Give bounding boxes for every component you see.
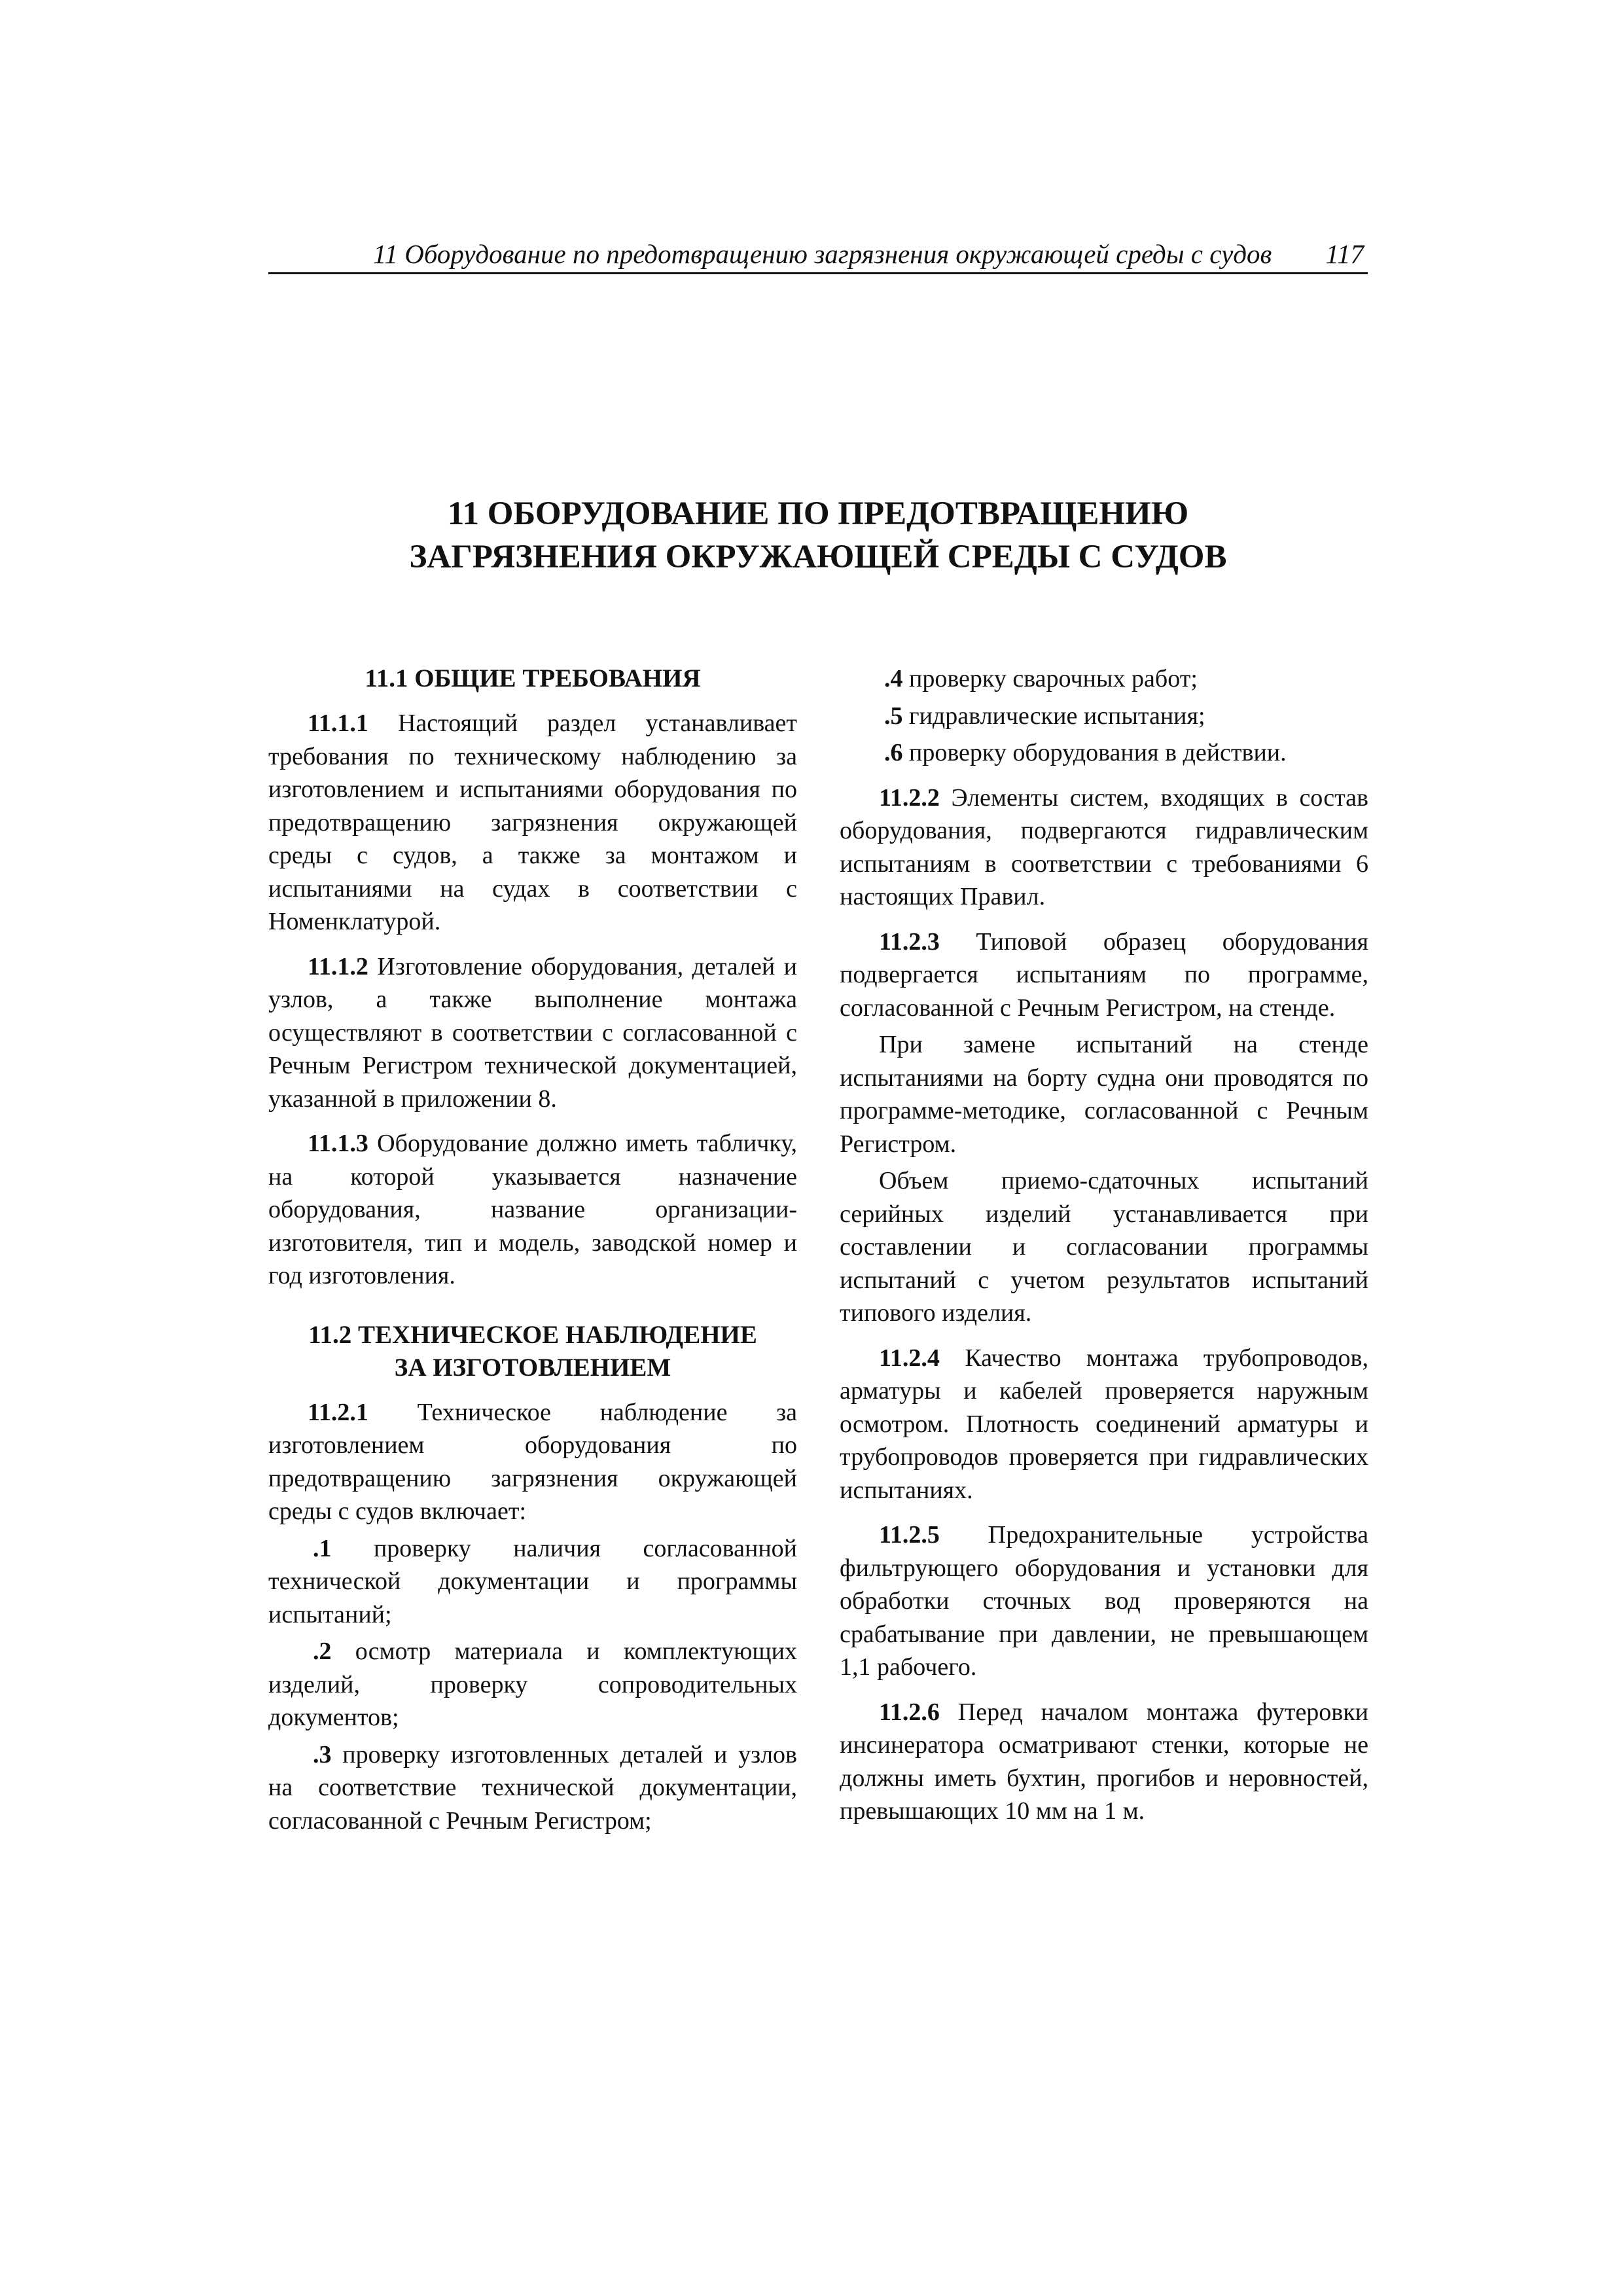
section-heading-line-2: ЗА ИЗГОТОВЛЕНИЕМ	[394, 1353, 671, 1382]
paragraph-11-2-3-continuation-2: Объем приемо-сдаточных испытаний серийных изделий устанавливается при составлении и согласовании программы испытаний с учетом результатов испытаний типового изделия.	[840, 1167, 1368, 1327]
paragraph-11-2-4	[840, 1342, 1368, 1507]
left-column	[268, 662, 797, 1841]
chapter-title-line-1: 11 ОБОРУДОВАНИЕ ПО ПРЕДОТВРАЩЕНИЮ	[447, 495, 1189, 532]
list-item-6	[840, 736, 1368, 770]
clause-text: Изготовление оборудования, деталей и узлов, а также выполнение монтажа осуществляют в соответствии с согласованной с Речным Регистром технической документацией, указанной в приложении 8.	[268, 952, 797, 1113]
paragraph-11-2-5	[840, 1518, 1368, 1684]
item-number: .6	[884, 739, 903, 766]
chapter-title-line-2: ЗАГРЯЗНЕНИЯ ОКРУЖАЮЩЕЙ СРЕДЫ С СУДОВ	[409, 539, 1227, 575]
clause-number: 11.2.4	[879, 1344, 940, 1372]
item-number: .5	[884, 702, 903, 730]
list-item-1	[268, 1532, 797, 1632]
paragraph-11-1-2	[268, 950, 797, 1116]
clause-text: Предохранительные устройства фильтрующего оборудования и установки для обработки сточных вод проверяются на срабатывание при давлении, не превышающем 1,1 рабочего.	[840, 1521, 1368, 1681]
list-item-5	[840, 700, 1368, 733]
clause-number: 11.2.1	[308, 1398, 368, 1426]
running-header	[268, 236, 1368, 274]
right-column	[840, 662, 1368, 1840]
paragraph-11-2-3-continuation-1: При замене испытаний на стенде испытаниями на борту судна они проводятся по программе-методике, согласованной с Речным Регистром.	[840, 1031, 1368, 1158]
paragraph-11-1-3	[268, 1127, 797, 1293]
paragraph-11-2-1	[268, 1396, 797, 1528]
paragraph-11-2-2	[840, 781, 1368, 914]
running-header-title: 11 Оборудование по предотвращению загрязнения окружающей среды с судов	[373, 239, 1272, 269]
clause-number: 11.2.6	[879, 1698, 940, 1726]
clause-text: Качество монтажа трубопроводов, арматуры и кабелей проверяется наружным осмотром. Плотность соединений арматуры и трубопроводов проверяется при гидравлических испытаниях.	[840, 1344, 1368, 1504]
clause-number: 11.1.1	[308, 709, 368, 737]
chapter-title	[268, 492, 1368, 579]
clause-text: Настоящий раздел устанавливает требования по техническому наблюдению за изготовлением и испытаниями оборудования по предотвращению загрязнения окружающей среды с судов, а также за монтажом и испытаниями на судах в соответствии с Номенклатурой.	[268, 709, 797, 935]
section-heading-11-2	[268, 1319, 797, 1384]
item-number: .3	[313, 1740, 332, 1768]
clause-number: 11.1.2	[308, 952, 368, 980]
section-heading-11-1	[268, 662, 797, 695]
paragraph-11-2-6	[840, 1696, 1368, 1828]
clause-number: 11.2.3	[879, 927, 940, 956]
clause-text: Оборудование должно иметь табличку, на которой указывается назначение оборудования, название организации-изготовителя, тип и модель, заводской номер и год изготовления.	[268, 1130, 797, 1289]
item-text: осмотр материала и комплектующих изделий, проверку сопроводительных документов;	[268, 1638, 797, 1731]
section-heading-line-1: 11.2 ТЕХНИЧЕСКОЕ НАБЛЮДЕНИЕ	[308, 1320, 757, 1349]
list-item-3	[268, 1738, 797, 1838]
clause-number: 11.2.2	[879, 783, 940, 812]
page-number: 117	[1325, 239, 1364, 269]
list-item-4	[840, 662, 1368, 696]
item-text: проверку изготовленных деталей и узлов на соответствие технической документации, согласованной с Речным Регистром;	[268, 1740, 797, 1835]
clause-text: Техническое наблюдение за изготовлением оборудования по предотвращению загрязнения окружающей среды с судов включает:	[268, 1398, 797, 1525]
item-text: проверку сварочных работ;	[902, 665, 1198, 692]
item-number: .1	[313, 1534, 332, 1562]
item-text: проверку наличия согласованной технической документации и программы испытаний;	[268, 1534, 797, 1628]
item-text: гидравлические испытания;	[902, 702, 1205, 730]
clause-number: 11.2.5	[879, 1521, 940, 1549]
paragraph-11-1-1	[268, 707, 797, 939]
list-item-2	[268, 1635, 797, 1734]
clause-text: Перед началом монтажа футеровки инсинератора осматривают стенки, которые не должны иметь бухтин, прогибов и неровностей, превышающих 10 мм на 1 м.	[840, 1698, 1368, 1825]
section-heading-text: 11.1 ОБЩИЕ ТРЕБОВАНИЯ	[365, 664, 701, 692]
clause-text: Элементы систем, входящих в состав оборудования, подвергаются гидравлическим испытаниям в соответствии с требованиями 6 настоящих Правил.	[840, 783, 1368, 910]
item-text: проверку оборудования в действии.	[902, 739, 1287, 766]
item-number: .2	[313, 1638, 332, 1665]
clause-number: 11.1.3	[308, 1130, 368, 1157]
clause-text: Типовой образец оборудования подвергается испытаниям по программе, согласованной с Речным Регистром, на стенде.	[840, 927, 1368, 1022]
paragraph-11-2-3	[840, 925, 1368, 1025]
item-number: .4	[884, 665, 903, 692]
